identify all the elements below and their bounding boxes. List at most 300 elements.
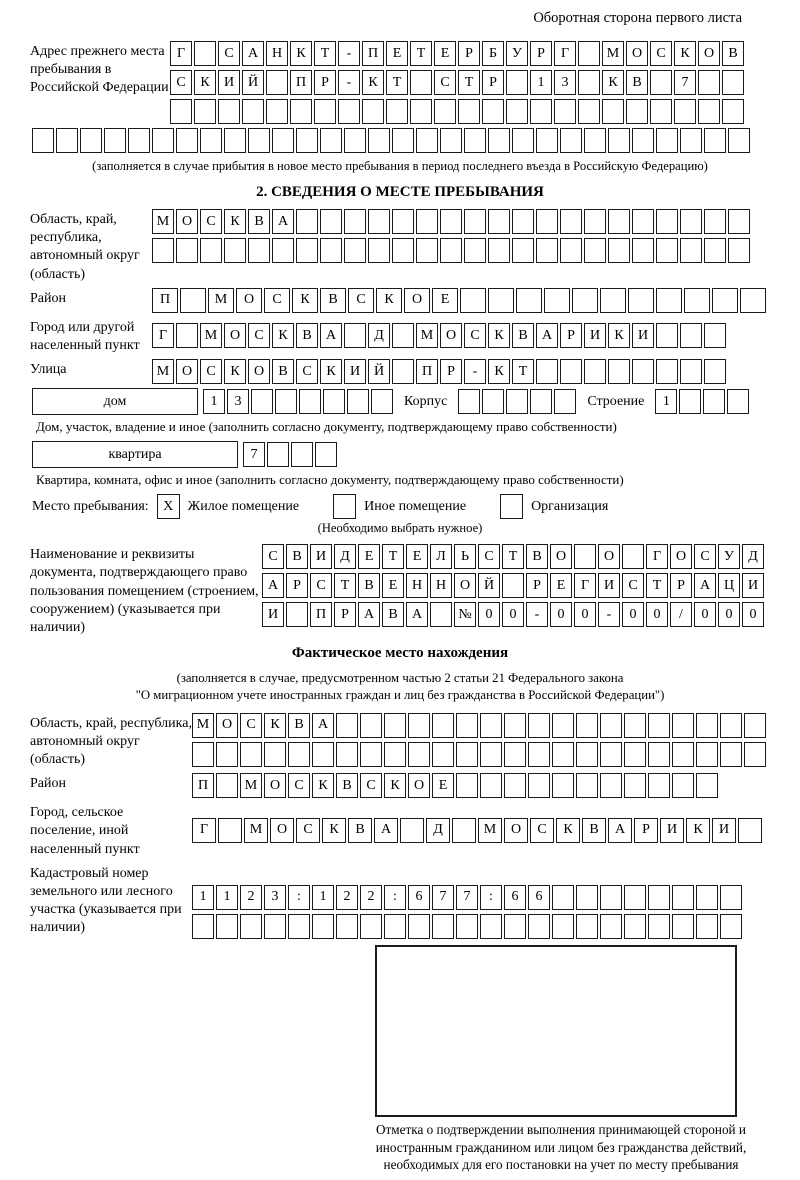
char-cell (218, 99, 240, 124)
char-cell (628, 288, 654, 313)
stay-type-option-residential: Жилое помещение (187, 498, 300, 514)
char-cell (680, 128, 702, 153)
char-cell (576, 773, 598, 798)
char-cell (608, 209, 630, 234)
char-cell (552, 742, 574, 767)
char-cell (584, 128, 606, 153)
char-cell (104, 128, 126, 153)
char-cell (600, 288, 626, 313)
char-cell (722, 70, 744, 95)
char-cell (480, 773, 502, 798)
char-cell: К (264, 713, 286, 738)
char-cell (416, 128, 438, 153)
apartment-note: Квартира, комната, офис и иное (заполнить согласно документу, подтверждающему право собственности) (36, 472, 624, 488)
char-cell: М (416, 323, 438, 348)
char-cell: М (192, 713, 214, 738)
street-label: Улица (30, 362, 67, 378)
char-cell (480, 914, 502, 939)
char-cell: 1 (530, 70, 552, 95)
street-block (30, 359, 770, 384)
char-cell (384, 914, 406, 939)
char-cell: Т (646, 573, 668, 598)
char-cell (512, 209, 534, 234)
section2-title: 2. СВЕДЕНИЯ О МЕСТЕ ПРЕБЫВАНИЯ (256, 184, 544, 200)
char-cell (464, 128, 486, 153)
char-cell (703, 389, 725, 414)
char-cell: Е (406, 544, 428, 569)
char-cell (600, 885, 622, 910)
char-cell (392, 238, 414, 263)
char-cell: В (722, 41, 744, 66)
prev-address-block (30, 41, 770, 124)
char-cell: П (290, 70, 312, 95)
char-cell (632, 209, 654, 234)
char-cell: 3 (554, 70, 576, 95)
char-cell: 1 (216, 885, 238, 910)
char-cell (672, 713, 694, 738)
char-cell (288, 742, 310, 767)
char-cell (432, 742, 454, 767)
char-cell: - (526, 602, 548, 627)
actual-region-block (30, 713, 770, 770)
char-cell (480, 742, 502, 767)
char-cell: Р (458, 41, 480, 66)
char-cell (480, 713, 502, 738)
char-cell (684, 288, 710, 313)
char-cell: А (374, 818, 398, 843)
char-cell: Б (482, 41, 504, 66)
char-cell: К (224, 209, 246, 234)
char-cell (452, 818, 476, 843)
char-cell (344, 209, 366, 234)
char-cell: Й (242, 70, 264, 95)
char-cell (648, 773, 670, 798)
char-cell (200, 128, 222, 153)
char-cell (488, 238, 510, 263)
char-cell: 0 (478, 602, 500, 627)
char-cell: И (344, 359, 366, 384)
char-cell: А (262, 573, 284, 598)
char-cell (224, 128, 246, 153)
char-cell (656, 209, 678, 234)
char-cell (704, 128, 726, 153)
char-cell (456, 914, 478, 939)
char-cell: 0 (574, 602, 596, 627)
char-cell (248, 128, 270, 153)
char-cell: А (406, 602, 428, 627)
char-cell (650, 70, 672, 95)
char-cell: Т (334, 573, 356, 598)
char-cell: О (504, 818, 528, 843)
char-cell (698, 99, 720, 124)
char-cell: А (536, 323, 558, 348)
char-cell (386, 99, 408, 124)
district-label: Район (30, 290, 66, 306)
char-cell (576, 914, 598, 939)
char-cell (482, 389, 504, 414)
char-cell (728, 238, 750, 263)
char-cell (704, 238, 726, 263)
cadastre-row-2 (192, 914, 742, 939)
char-cell (320, 128, 342, 153)
char-cell (194, 99, 216, 124)
char-cell (728, 128, 750, 153)
char-cell (530, 99, 552, 124)
char-cell (488, 209, 510, 234)
char-cell: О (454, 573, 476, 598)
char-cell: 0 (742, 602, 764, 627)
char-cell: К (376, 288, 402, 313)
actual-city-block (30, 802, 770, 859)
char-cell: Е (432, 288, 458, 313)
char-cell: К (362, 70, 384, 95)
char-cell: Р (530, 41, 552, 66)
char-cell (712, 288, 738, 313)
char-cell: Г (646, 544, 668, 569)
char-cell: Е (434, 41, 456, 66)
char-cell (323, 389, 345, 414)
char-cell: О (216, 713, 238, 738)
char-cell: Р (286, 573, 308, 598)
char-cell (680, 238, 702, 263)
confirmation-area (375, 945, 747, 1174)
char-cell: С (348, 288, 374, 313)
document-label: Наименование и реквизиты документа, подтверждающего право пользования помещением (строением, сооружением) (указывается при наличии) (30, 547, 259, 635)
char-cell (504, 773, 526, 798)
char-cell: : (480, 885, 502, 910)
char-cell (312, 742, 334, 767)
char-cell (572, 288, 598, 313)
char-cell: К (608, 323, 630, 348)
char-cell: Е (550, 573, 572, 598)
char-cell: Т (410, 41, 432, 66)
char-cell: М (240, 773, 262, 798)
char-cell: 7 (674, 70, 696, 95)
prev-address-label: Адрес прежнего места пребывания в Российской Федерации (30, 44, 169, 96)
char-cell: С (650, 41, 672, 66)
char-cell (440, 128, 462, 153)
char-cell: П (362, 41, 384, 66)
char-cell (720, 914, 742, 939)
char-cell (696, 885, 718, 910)
char-cell: С (434, 70, 456, 95)
stroenie-cells (655, 389, 749, 414)
char-cell: О (176, 359, 198, 384)
char-cell: С (248, 323, 270, 348)
char-cell (648, 713, 670, 738)
char-cell (288, 914, 310, 939)
char-cell (727, 389, 749, 414)
char-cell (502, 573, 524, 598)
char-cell: 6 (528, 885, 550, 910)
char-cell: Т (314, 41, 336, 66)
char-cell: Р (334, 602, 356, 627)
region-row-2 (152, 238, 750, 263)
char-cell: И (632, 323, 654, 348)
char-cell: Й (368, 359, 390, 384)
char-cell (624, 742, 646, 767)
char-cell: М (244, 818, 268, 843)
char-cell (602, 99, 624, 124)
char-cell: С (310, 573, 332, 598)
region-block (30, 209, 770, 284)
char-cell (528, 713, 550, 738)
char-cell: С (170, 70, 192, 95)
char-cell: К (272, 323, 294, 348)
char-cell: Г (152, 323, 174, 348)
char-cell: С (240, 713, 262, 738)
char-cell (650, 99, 672, 124)
char-cell (456, 773, 478, 798)
char-cell (192, 742, 214, 767)
document-row-2 (262, 573, 764, 598)
confirmation-caption: Отметка о подтверждении выполнения принимающей стороной и иностранным гражданином или лицом без гражданства действий, необходимых для его постановки на учет по месту пребывания (375, 1121, 747, 1173)
char-cell (392, 128, 414, 153)
actual-region-label: Область, край, республика, автономный округ (область) (30, 715, 192, 767)
char-cell (680, 209, 702, 234)
char-cell: О (626, 41, 648, 66)
char-cell (338, 99, 360, 124)
char-cell (456, 742, 478, 767)
char-cell (680, 359, 702, 384)
char-cell (672, 885, 694, 910)
char-cell: В (336, 773, 358, 798)
char-cell (458, 389, 480, 414)
char-cell: / (670, 602, 692, 627)
city-row (152, 323, 726, 348)
char-cell: К (322, 818, 346, 843)
char-cell (720, 713, 742, 738)
house-note: Дом, участок, владение и иное (заполнить согласно документу, подтверждающему право собственности) (36, 419, 617, 435)
char-cell (286, 602, 308, 627)
char-cell: А (312, 713, 334, 738)
char-cell: Р (634, 818, 658, 843)
char-cell: О (698, 41, 720, 66)
char-cell: Ц (718, 573, 740, 598)
char-cell: В (320, 288, 346, 313)
char-cell (360, 914, 382, 939)
char-cell: Р (670, 573, 692, 598)
char-cell (632, 238, 654, 263)
char-cell (267, 442, 289, 467)
region-row-1 (152, 209, 750, 234)
actual-city-row (192, 818, 762, 843)
char-cell (240, 742, 262, 767)
char-cell: Р (440, 359, 462, 384)
char-cell: У (718, 544, 740, 569)
char-cell (600, 914, 622, 939)
char-cell (336, 713, 358, 738)
char-cell (488, 288, 514, 313)
char-cell (656, 359, 678, 384)
char-cell: 0 (694, 602, 716, 627)
char-cell (275, 389, 297, 414)
char-cell (296, 238, 318, 263)
char-cell (740, 288, 766, 313)
char-cell (180, 288, 206, 313)
char-cell (80, 128, 102, 153)
char-cell: С (200, 209, 222, 234)
char-cell (296, 209, 318, 234)
char-cell: Ь (454, 544, 476, 569)
char-cell: К (224, 359, 246, 384)
char-cell (266, 70, 288, 95)
document-block (30, 544, 770, 637)
char-cell: А (242, 41, 264, 66)
char-cell: В (286, 544, 308, 569)
char-cell: 1 (192, 885, 214, 910)
char-cell (648, 742, 670, 767)
char-cell (560, 238, 582, 263)
char-cell: Е (432, 773, 454, 798)
char-cell (608, 128, 630, 153)
char-cell: К (602, 70, 624, 95)
char-cell (430, 602, 452, 627)
actual-location-note-line1: (заполняется в случае, предусмотренном частью 2 статьи 21 Федерального закона (176, 671, 624, 686)
char-cell (656, 128, 678, 153)
char-cell (536, 238, 558, 263)
char-cell (216, 742, 238, 767)
char-cell (314, 99, 336, 124)
char-cell (672, 914, 694, 939)
char-cell: К (194, 70, 216, 95)
char-cell (504, 713, 526, 738)
char-cell (744, 713, 766, 738)
char-cell: 6 (504, 885, 526, 910)
char-cell (528, 914, 550, 939)
char-cell: О (440, 323, 462, 348)
char-cell: В (358, 573, 380, 598)
char-cell (624, 885, 646, 910)
char-cell: К (312, 773, 334, 798)
char-cell: 6 (408, 885, 430, 910)
char-cell: Д (742, 544, 764, 569)
city-label: Город или другой населенный пункт (30, 319, 140, 353)
char-cell: О (550, 544, 572, 569)
char-cell (347, 389, 369, 414)
char-cell (291, 442, 313, 467)
apartment-row (32, 441, 770, 468)
char-cell (578, 99, 600, 124)
char-cell (624, 914, 646, 939)
char-cell (360, 713, 382, 738)
char-cell (552, 914, 574, 939)
char-cell (315, 442, 337, 467)
char-cell (648, 914, 670, 939)
char-cell: М (602, 41, 624, 66)
char-cell: К (384, 773, 406, 798)
stay-type-checkbox-residential: X (157, 494, 180, 519)
char-cell: 3 (227, 389, 249, 414)
stay-type-row (32, 494, 770, 519)
cadastre-row-1 (192, 885, 742, 910)
char-cell (194, 41, 216, 66)
actual-district-block (30, 773, 770, 798)
char-cell: Р (314, 70, 336, 95)
char-cell (624, 773, 646, 798)
prev-address-row-1 (170, 41, 744, 66)
cadastre-label: Кадастровый номер земельного или лесного участка (указывается при наличии) (30, 865, 182, 936)
char-cell (632, 128, 654, 153)
char-cell: А (608, 818, 632, 843)
char-cell: К (674, 41, 696, 66)
region-label: Область, край, республика, автономный округ (область) (30, 212, 140, 282)
actual-region-row-2 (192, 742, 766, 767)
char-cell: 0 (646, 602, 668, 627)
char-cell (656, 288, 682, 313)
stay-type-note: (Необходимо выбрать нужное) (317, 521, 483, 536)
char-cell: С (478, 544, 500, 569)
char-cell: И (584, 323, 606, 348)
char-cell: М (152, 209, 174, 234)
stay-type-option-other: Иное помещение (364, 498, 467, 514)
page-side-note: Оборотная сторона первого листа (533, 10, 742, 26)
char-cell: С (464, 323, 486, 348)
stay-type-checkbox-organization (500, 494, 523, 519)
char-cell (504, 914, 526, 939)
char-cell: 7 (243, 442, 265, 467)
char-cell: И (598, 573, 620, 598)
char-cell: П (310, 602, 332, 627)
char-cell: К (320, 359, 342, 384)
char-cell (506, 70, 528, 95)
char-cell: В (248, 209, 270, 234)
char-cell (680, 323, 702, 348)
char-cell: Г (170, 41, 192, 66)
char-cell (552, 713, 574, 738)
char-cell: Т (458, 70, 480, 95)
char-cell (360, 742, 382, 767)
char-cell: С (218, 41, 240, 66)
char-cell (128, 128, 150, 153)
char-cell: С (262, 544, 284, 569)
char-cell (392, 209, 414, 234)
char-cell (264, 742, 286, 767)
char-cell (536, 128, 558, 153)
char-cell (408, 742, 430, 767)
char-cell: Л (430, 544, 452, 569)
actual-district-row (192, 773, 718, 798)
char-cell: М (208, 288, 234, 313)
char-cell (696, 742, 718, 767)
actual-district-label: Район (30, 776, 66, 792)
char-cell: О (670, 544, 692, 569)
char-cell (299, 389, 321, 414)
char-cell (224, 238, 246, 263)
char-cell: К (488, 323, 510, 348)
char-cell: № (454, 602, 476, 627)
char-cell (698, 70, 720, 95)
prev-address-row-4 (32, 128, 770, 153)
char-cell: С (296, 818, 320, 843)
char-cell (216, 914, 238, 939)
char-cell (536, 359, 558, 384)
char-cell: С (264, 288, 290, 313)
char-cell (176, 238, 198, 263)
char-cell: Д (368, 323, 390, 348)
char-cell: С (200, 359, 222, 384)
char-cell: Т (382, 544, 404, 569)
house-row (32, 388, 770, 415)
char-cell (176, 323, 198, 348)
char-cell: С (296, 359, 318, 384)
char-cell (266, 99, 288, 124)
document-row-3 (262, 602, 764, 627)
char-cell: - (464, 359, 486, 384)
char-cell: 1 (655, 389, 677, 414)
char-cell (679, 389, 701, 414)
char-cell (672, 742, 694, 767)
